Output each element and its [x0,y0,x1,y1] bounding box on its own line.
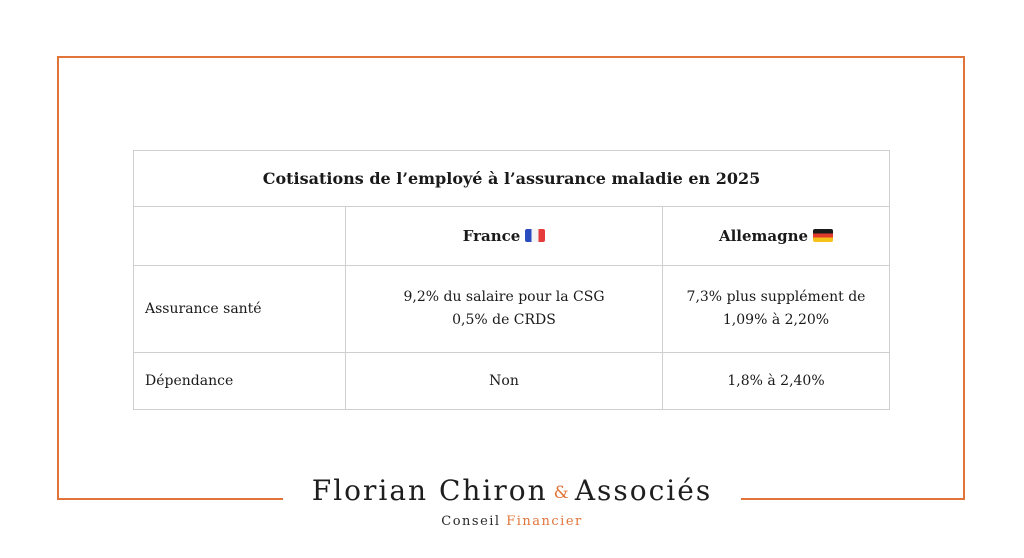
cell-line: 1,8% à 2,40% [727,372,825,389]
table-title: Cotisations de l’employé à l’assurance maladie en 2025 [134,151,890,207]
brand-logo [0,474,1024,512]
brand-tagline [0,514,1024,529]
table-row [134,266,890,353]
cell-allemagne-assurance-sante [663,266,890,353]
brand-name-part1: Florian Chiron [311,474,548,507]
header-allemagne-label: Allemagne [718,227,809,245]
header-france-label: France [462,227,521,245]
header-france [346,207,663,266]
flag-germany-icon [813,229,833,242]
cell-line: 0,5% de CRDS [452,312,556,328]
cell-line: 1,09% à 2,20% [722,312,830,328]
tagline-part1: Conseil [441,514,501,529]
contributions-table [133,150,890,410]
header-empty [134,207,346,266]
flag-france-icon [525,229,545,242]
cell-line: 7,3% plus supplément de [686,289,866,305]
brand-ampersand: & [553,483,569,503]
table-row [134,353,890,410]
cell-france-dependance [346,353,663,410]
table-header-row [134,207,890,266]
row-label-assurance-sante: Assurance santé [134,266,346,353]
tagline-part2: Financier [506,514,583,529]
header-allemagne [663,207,890,266]
cell-line: 9,2% du salaire pour la CSG [403,289,605,305]
cell-france-assurance-sante [346,266,663,353]
cell-allemagne-dependance [663,353,890,410]
cell-line: Non [489,372,519,389]
row-label-dependance: Dépendance [134,353,346,410]
brand-name-part2: Associés [574,474,713,507]
